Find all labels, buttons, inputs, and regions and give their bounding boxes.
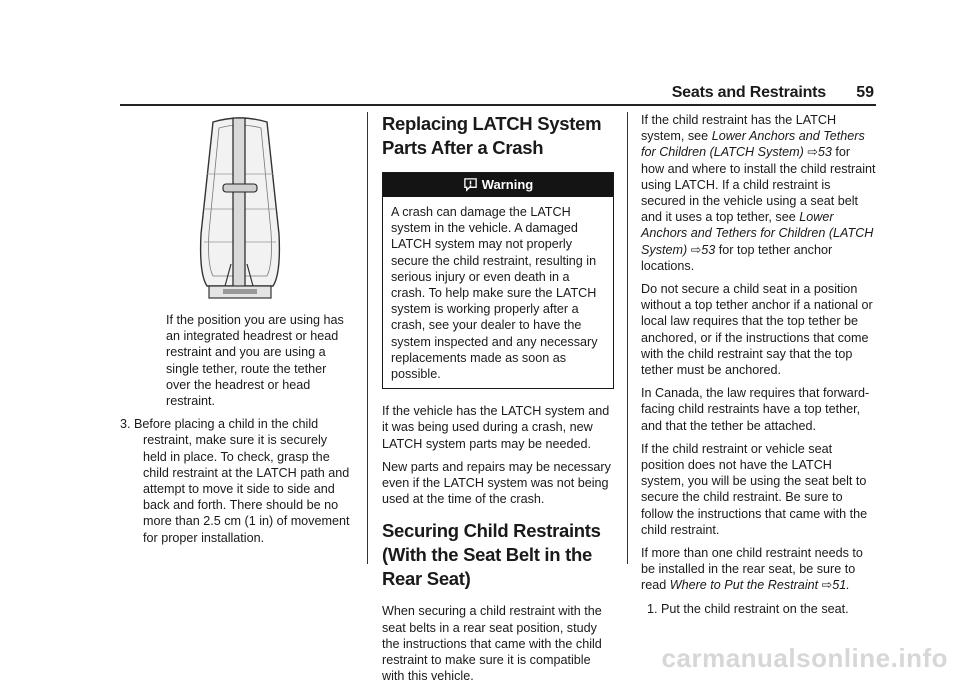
watermark: carmanualsonline.info bbox=[661, 643, 948, 673]
para-canada: In Canada, the law requires that forward-facing child restraints have a top tether, and that the tether be attached. bbox=[641, 386, 870, 433]
xref-page[interactable]: 53 bbox=[817, 145, 832, 160]
warning-speech-icon bbox=[463, 177, 478, 192]
xref-latch-system[interactable]: Lower Anchors and Tethers for Children (LATCH System) bbox=[641, 129, 865, 160]
heading-replacing-latch: Replacing LATCH System Parts After a Crash bbox=[382, 113, 602, 158]
para-top-tether-law: Do not secure a child seat in a position without a top tether anchor if a national or local law requires that the top tether be anchored, or if the instructions that come with the child restraint say that the top tether must be anchored. bbox=[641, 282, 873, 378]
warning-text: A crash can damage the LATCH system in the vehicle. A damaged LATCH system may not properly secure the child restraint, resulting in serious injury or even death in a crash. To help make sure the LATCH system is working properly after a crash, see your dealer to have the system inspected and any necessary replacements made as soon as possible. bbox=[391, 205, 598, 382]
heading-securing-child-restraints: Securing Child Restraints (With the Seat Belt in the Rear Seat) bbox=[382, 520, 601, 590]
xref-where-to-put[interactable]: Where to Put the Restraint bbox=[669, 578, 819, 593]
warning-header bbox=[383, 173, 613, 197]
step-3: 3. Before placing a child in the child restraint, make sure it is securely held in place. To check, grasp the child restraint at the LATCH path and attempt to move it side to side and back and forth. There should be no more than 2.5 cm (1 in) of movement for proper installation. bbox=[120, 417, 350, 545]
xref-arrow-icon: ⇨ bbox=[690, 242, 702, 257]
header-rule bbox=[120, 104, 876, 106]
column-2 bbox=[382, 112, 614, 691]
xref-latch-system[interactable]: Lower Anchors and Tethers for Children (LATCH System) bbox=[641, 210, 874, 257]
para-multiple-restraints: If more than one child restraint needs to be installed in the rear seat, be sure to read Where to Put the Restraint ⇨51. bbox=[641, 546, 863, 593]
para-latch-reference: If the child restraint has the LATCH system, see Lower Anchors and Tethers for Children (LATCH System) ⇨53 for how and where to install the child restraint using LATCH. If a child restraint is secured in the vehicle using a seat belt and it uses a top tether, see Lower Anchors and Tethers for Children (LATCH System) ⇨53 for top tether anchor locations. bbox=[641, 113, 876, 273]
step-1: 1. Put the child restraint on the seat. bbox=[647, 601, 849, 616]
tether-note: If the position you are using has an integrated headrest or head restraint and you are using a single tether, route the tether over the headrest or head restraint. bbox=[166, 313, 344, 409]
para-latch-crash: If the vehicle has the LATCH system and it was being used during a crash, new LATCH system parts may be needed. bbox=[382, 404, 610, 451]
para-new-parts: New parts and repairs may be necessary even if the LATCH system was not being used at the time of the crash. bbox=[382, 459, 611, 507]
page-number: 59 bbox=[856, 84, 874, 101]
child-seat-tether-illustration bbox=[195, 114, 285, 304]
column-3 bbox=[641, 112, 876, 624]
xref-page[interactable]: 51. bbox=[832, 578, 850, 593]
warning-box bbox=[382, 172, 614, 389]
column-divider bbox=[627, 112, 628, 564]
xref-arrow-icon: ⇨ bbox=[807, 145, 818, 160]
xref-page[interactable]: 53 bbox=[701, 242, 716, 257]
para-no-latch: If the child restraint or vehicle seat position does not have the LATCH system, you will be using the seat belt to secure the child restraint. Be sure to follow the instructions that came with the child restraint. bbox=[641, 441, 868, 537]
warning-label: Warning bbox=[481, 177, 534, 192]
section-title: Seats and Restraints bbox=[671, 84, 826, 101]
column-1 bbox=[120, 312, 352, 553]
para-securing: When securing a child restraint with the seat belts in a rear seat position, study the instructions that came with the child restraint to make sure it is compatible with this vehicle. bbox=[382, 604, 602, 684]
xref-arrow-icon: ⇨ bbox=[821, 578, 833, 593]
column-divider bbox=[367, 112, 368, 564]
